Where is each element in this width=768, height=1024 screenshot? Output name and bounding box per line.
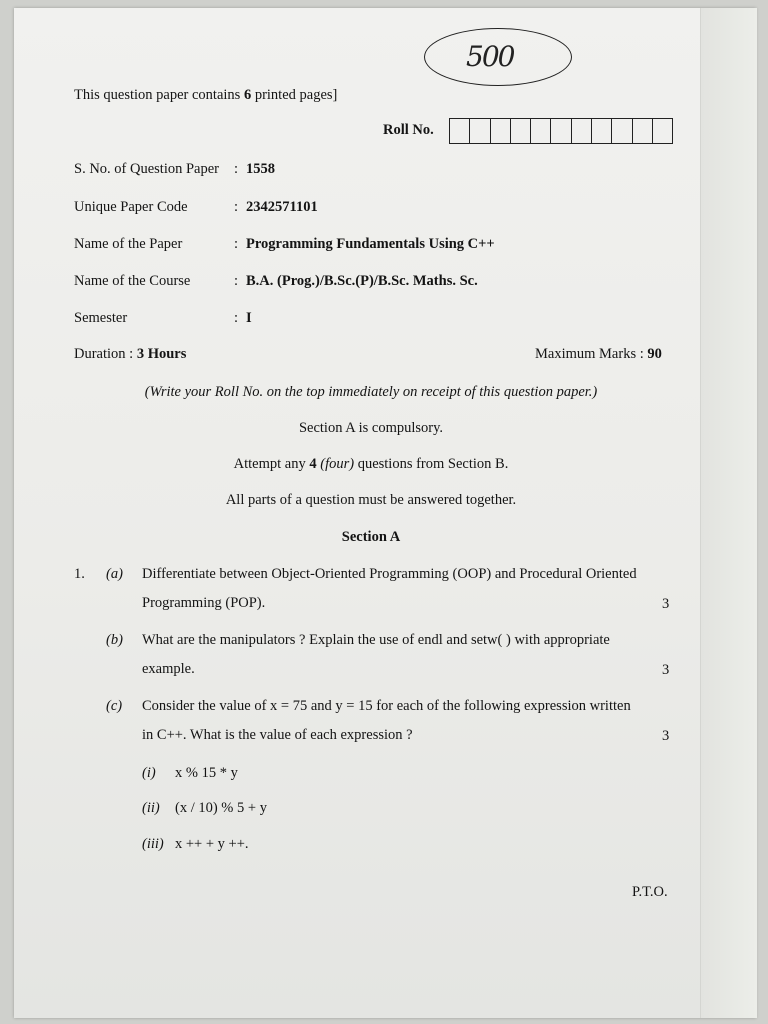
roll-box [450,119,470,143]
page-edge [700,8,757,1018]
info-value-code: 2342571101 [246,199,318,215]
roll-no-label: Roll No. [383,122,434,138]
attempt-note [0,456,742,473]
part-label-a: (a) [106,566,123,582]
subpart-label-i: (i) [142,765,156,781]
roll-box [491,119,511,143]
duration [74,347,186,362]
pages-count: 6 [243,87,252,103]
together-note: All parts of a question must be answered together. [225,492,517,508]
part-b-line2: example. [142,661,195,677]
handwritten-number: 500 [466,40,514,73]
info-label-serial: S. No. of Question Paper [74,161,219,177]
duration-label: Duration : [74,346,137,362]
part-b-marks: 3 [662,662,670,678]
part-label-c: (c) [106,698,123,714]
section-title: Section A [341,529,401,545]
info-value-course: B.A. (Prog.)/B.Sc.(P)/B.Sc. Maths. Sc. [246,273,478,289]
roll-no-boxes [449,118,673,144]
roll-box [551,119,571,143]
pages-note [74,88,337,103]
part-c-line2: in C++. What is the value of each expression ? [142,727,413,743]
part-b-line1: What are the manipulators ? Explain the use of endl and setw( ) with appropriate [142,632,610,648]
part-c-marks: 3 [662,728,670,744]
info-label-course: Name of the Course [74,273,191,289]
part-c-line1: Consider the value of x = 75 and y = 15 for each of the following expression written [142,698,631,714]
question-paper-sheet [14,8,756,1018]
attempt-word: (four) [320,456,355,472]
info-value-paper: Programming Fundamentals Using C++ [246,236,495,252]
roll-box [633,119,653,143]
info-colon: : [234,310,239,326]
subpart-label-iii: (iii) [142,836,164,852]
part-a-line1: Differentiate between Object-Oriented Programming (OOP) and Procedural Oriented [142,566,637,582]
subpart-label-ii: (ii) [142,800,160,816]
max-marks-value: 90 [647,346,662,362]
subpart-expr-i: x % 15 * y [175,765,238,781]
roll-box [653,119,672,143]
attempt-num: 4 [309,456,317,472]
roll-box [511,119,531,143]
compulsory-note: Section A is compulsory. [298,420,444,436]
info-label-code: Unique Paper Code [74,199,188,215]
info-value-semester: I [246,310,252,326]
roll-box [470,119,490,143]
question-number: 1. [74,566,85,582]
info-colon: : [234,273,239,289]
subpart-expr-iii: x ++ + y ++. [175,836,249,852]
info-label-paper: Name of the Paper [74,236,183,252]
attempt-pre: Attempt any [233,456,310,472]
info-colon: : [234,236,239,252]
info-value-serial: 1558 [246,161,275,177]
part-a-line2: Programming (POP). [142,595,266,611]
part-label-b: (b) [106,632,123,648]
subpart-expr-ii: (x / 10) % 5 + y [175,800,267,816]
maximum-marks [535,347,662,362]
roll-box [531,119,551,143]
part-a-marks: 3 [662,596,670,612]
roll-box [592,119,612,143]
info-label-semester: Semester [74,310,128,326]
please-turn-over: P.T.O. [632,884,668,900]
pages-note-pre: This question paper contains [74,87,244,103]
roll-instruction: (Write your Roll No. on the top immediately on receipt of this question paper.) [144,384,598,400]
roll-box [612,119,632,143]
duration-value: 3 Hours [136,346,187,362]
max-marks-label: Maximum Marks : [535,346,648,362]
attempt-post: questions from Section B. [354,456,509,472]
info-colon: : [234,199,239,215]
roll-box [572,119,592,143]
pages-note-post: printed pages] [251,87,338,103]
info-colon: : [234,161,239,177]
